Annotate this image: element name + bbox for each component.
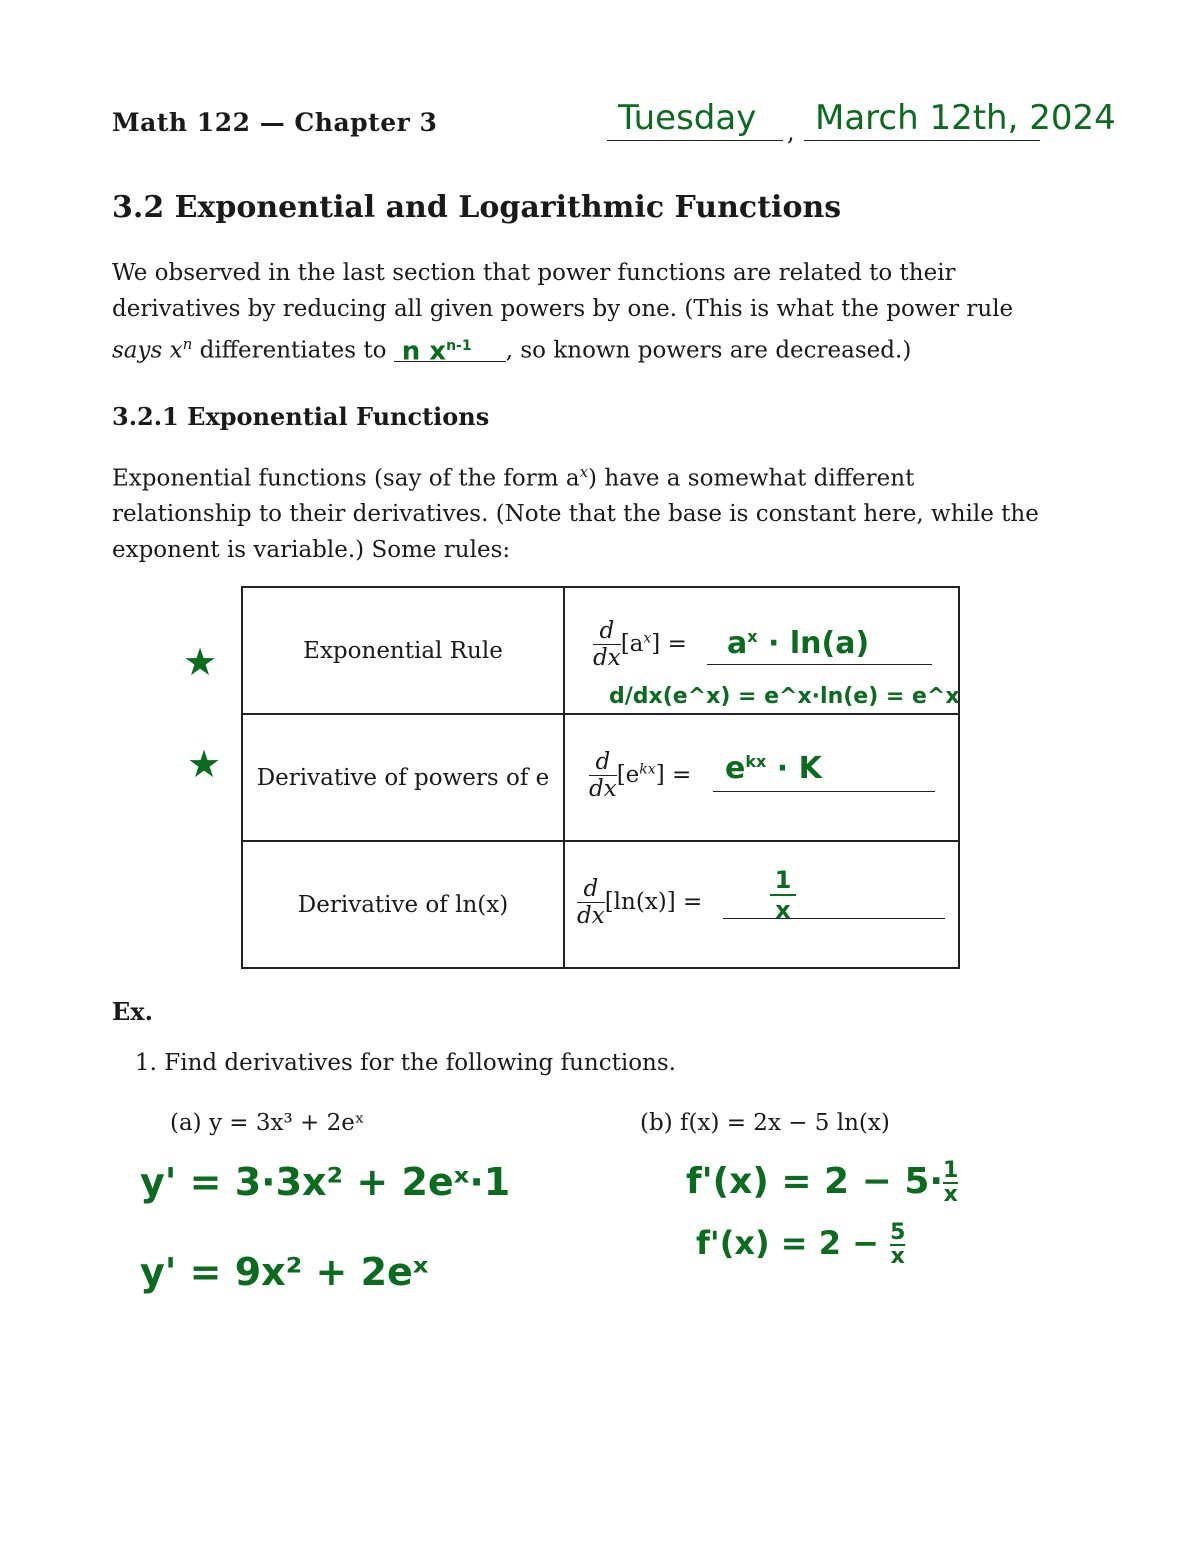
intro-paragraph bbox=[112, 256, 1112, 369]
intro-line-2: derivatives by reducing all given powers by one. (This is what the power rule bbox=[112, 295, 1014, 322]
handwritten-answer-1: $a^x \cdot \ln(a)$ bbox=[727, 626, 870, 661]
intro-line-3: says $x^n$ differentiates to n $x^{n-1}$ , so known powers are decreased.) bbox=[112, 327, 1112, 369]
course-header: Math 122 — Chapter 3 bbox=[112, 108, 438, 137]
star-mark-2: ★ bbox=[187, 742, 222, 786]
rule-name: Derivative of powers of e bbox=[242, 714, 564, 841]
star-mark-1: ★ bbox=[183, 640, 218, 684]
rule-formula bbox=[564, 587, 959, 714]
table-row bbox=[242, 841, 959, 968]
exp-line-3: exponent is variable.) Some rules: bbox=[112, 536, 511, 563]
derivative-operator: $\frac{d}{dx}$ bbox=[593, 618, 621, 672]
formula-powers-of-e: $\frac{d}{dx}$ $[e^{kx}]$ = bbox=[589, 749, 692, 803]
handwritten-work-a2: y' = 9x² + 2eˣ bbox=[140, 1250, 429, 1294]
handwritten-work-a1: y' = 3·3x² + 2eˣ·1 bbox=[140, 1160, 511, 1204]
handwritten-work-b1: f'(x) = 2 − 5· $\frac{1}{x}$ bbox=[686, 1158, 959, 1207]
fraction: $\frac{5}{x}$ bbox=[890, 1220, 906, 1269]
day-blank-line bbox=[607, 140, 783, 141]
intro-line-1: We observed in the last section that power functions are related to their bbox=[112, 260, 956, 286]
rule-name: Derivative of ln(x) bbox=[242, 841, 564, 968]
exponential-paragraph bbox=[112, 455, 1112, 568]
answer-line bbox=[713, 791, 935, 792]
table-row bbox=[242, 587, 959, 714]
handwritten-power-rule-answer: n $x^{n-1}$ bbox=[401, 336, 472, 367]
example-heading: Ex. bbox=[112, 997, 153, 1026]
derivative-operator: $\frac{d}{dx}$ bbox=[589, 749, 617, 803]
handwritten-note-e: d/dx(e^x) = e^x·ln(e) = e^x bbox=[609, 684, 960, 709]
exp-line-2: relationship to their derivatives. (Note that the base is constant here, while the bbox=[112, 501, 1039, 528]
section-title: 3.2 Exponential and Logarithmic Functions bbox=[112, 190, 842, 225]
intro-answer-blank bbox=[394, 336, 506, 367]
fraction: $\frac{1}{x}$ bbox=[943, 1158, 959, 1207]
exp-line-1: Exponential functions (say of the form $a^x$) have a somewhat different bbox=[112, 463, 915, 492]
derivative-rules-table bbox=[241, 586, 960, 969]
rule-formula bbox=[564, 841, 959, 968]
formula-exponential: $\frac{d}{dx}$ $[a^x]$ = bbox=[593, 618, 687, 672]
question-1a: (a) y = 3x³ + 2eˣ bbox=[170, 1110, 365, 1136]
date-separator: , bbox=[787, 118, 795, 146]
derivative-operator: $\frac{d}{dx}$ bbox=[577, 876, 605, 930]
rule-name: Exponential Rule bbox=[242, 587, 564, 714]
question-1b: (b) f(x) = 2x − 5 ln(x) bbox=[640, 1110, 890, 1136]
handwritten-work-b2: f'(x) = 2 − $\frac{5}{x}$ bbox=[696, 1220, 906, 1269]
answer-line bbox=[707, 664, 932, 665]
formula-ln: $\frac{d}{dx}$ [ln(x)] = bbox=[577, 876, 703, 930]
rule-formula bbox=[564, 714, 959, 841]
handwritten-date: March 12th, 2024 bbox=[815, 98, 1116, 138]
handwritten-answer-3: 1 x bbox=[770, 868, 796, 922]
handwritten-answer-2: $e^{kx} \cdot K$ bbox=[725, 751, 822, 786]
answer-line bbox=[723, 918, 945, 919]
subsection-title: 3.2.1 Exponential Functions bbox=[112, 402, 490, 431]
date-blank-line bbox=[804, 140, 1040, 141]
question-1: 1. Find derivatives for the following functions. bbox=[135, 1050, 676, 1076]
handwritten-day: Tuesday bbox=[618, 98, 757, 138]
table-row bbox=[242, 714, 959, 841]
